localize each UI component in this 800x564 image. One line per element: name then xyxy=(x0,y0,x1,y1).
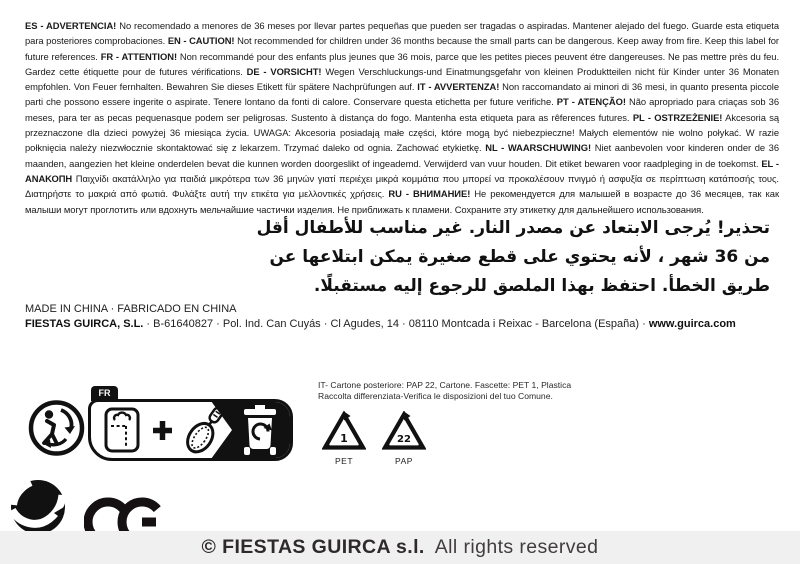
lang-text-fr: Non recommandé pour des enfants plus jeunes que 36 mois, parce que les petites pieces peuvent étre dangereuses. Ne pas mettre près du feu. Gardez cette étiquette pour de futures vérifications. xyxy=(25,50,780,77)
lang-text-es: No recomendado a menores de 36 meses por llevar partes pequeñas que pueden ser tragadas o aspiradas. Mantener alejado del fuego. Guarde esta etiqueta para posteriores comprobaciones. xyxy=(25,20,779,47)
multilingual-warning-paragraph xyxy=(25,18,779,217)
recycle-code-pet xyxy=(320,411,368,466)
lang-text-en: Not recommended for children under 36 months because the small parts can be dangerous. Keep away from fire. Keep this label for future references. xyxy=(25,35,779,62)
footer-band xyxy=(0,531,800,564)
lang-tag-it: IT - AVVERTENZA! xyxy=(417,81,500,93)
rights-text: All rights reserved xyxy=(434,536,599,558)
lang-tag-pl: PL - OSTRZEŻENIE! xyxy=(632,111,723,123)
lang-tag-es: ES - ADVERTENCIA! xyxy=(25,20,117,31)
code-number-pet: 1 xyxy=(340,432,348,445)
green-dot-icon xyxy=(10,479,66,535)
recycle-code-pap xyxy=(380,411,428,466)
company-website: www.guirca.com xyxy=(648,318,736,330)
code-label-pet: PET xyxy=(334,456,354,466)
triman-icon xyxy=(28,399,85,457)
lang-text-ru: Не рекомендуется для малышей в возрасте до 36 месяцев, так как малыши могут проглотить или вдохнуть мельчайшие частички изделия. Не приближать к пламени. Сохраните эту этикетку для дальнейшего использования. xyxy=(25,188,779,215)
lang-tag-el: EL - ΑΝΑΚΟΠΗ xyxy=(25,157,780,184)
lang-text-nl: Niet aanbevolen voor kinderen onder de 36 maanden, aangezien het kleine onderdelen bevat die kunnen worden doorgeslikt of ingeademd. Verwijderd van vuur houden. Dit etiket bewaren voor raadpleging in de toekomst. xyxy=(25,142,780,169)
recycle-triangle-icon xyxy=(382,411,426,451)
recycling-bin-icon xyxy=(244,405,276,455)
lang-tag-fr: FR - ATTENTION! xyxy=(100,50,178,62)
it-recycling-note-line2: Raccolta differenziata-Verifica le disposizioni del tuo Comune. xyxy=(318,391,553,401)
it-recycling-note xyxy=(318,380,571,402)
lang-text-el: Παιχνίδι ακατάλληλο για παιδιά μικρότερα των 36 μηνών γιατί περιέχει μικρά κομμάτια που μπορεί να προκαλέσουν πνιγμό ή ασφυξία σε περίπτωση κατάποσής τους. Διατηρήστε το μακριά από φωτιά. Φυλάξτε αυτή την ετικέτα για μελλοντικές χρήσεις. xyxy=(25,172,779,200)
lang-text-pl: Akcesoria są przeznaczone dla dzieci powyżej 36 miesiąca życia. UWAGA: Akcesoria posiadają małe części, które mogą być niebezpieczne! Małych elementów nie wolno połykać. W razie połknięcia należy niezwłocznie skontaktować się z lekarzem. Trzymać daleko od ognia. Zachować etykietkę. xyxy=(25,111,779,154)
copyright-text: © FIESTAS GUIRCA s.l. xyxy=(201,536,425,558)
sorting-instruction-box xyxy=(88,399,293,461)
company-details: · B-61640827 · Pol. Ind. Can Cuyás · Cl Agudes, 14 · 08110 Montcada i Reixac - Barcelona (España) · xyxy=(143,318,649,330)
fr-country-tag: FR xyxy=(91,386,118,401)
lang-tag-pt: PT - ATENÇÃO! xyxy=(556,96,626,108)
lang-text-de: Wegen Verschluckungs-und Einatmungsgefahr von kleinen Produktteilen nicht für Kinder unter 36 Monaten empfohlen. Von Feuer fernhalten. Bewahren Sie dieses Etikett für spätere Nachprüfungen auf. xyxy=(25,65,779,93)
lang-tag-ru: RU - ВНИМАНИЕ! xyxy=(388,188,471,200)
company-line xyxy=(25,318,736,330)
disposal-arrow xyxy=(211,401,291,459)
arabic-warning-text: تحذير! يُرجى الابتعاد عن مصدر النار. غير مناسب للأطفال أقل من 36 شهر ، لأنه يحتوي على قطع صغيرة يمكن ابتلاعها عن طريق الخطأ. احتفظ بهذا الملصق للرجوع إليه مستقبلًا. xyxy=(256,218,770,296)
lang-tag-en: EN - CAUTION! xyxy=(167,35,235,47)
plus-icon xyxy=(152,420,173,441)
lang-tag-nl: NL - WAARSCHUWING! xyxy=(485,142,592,154)
lang-tag-de: DE - VORSICHT! xyxy=(246,65,322,77)
origin-line: MADE IN CHINA · FABRICADO EN CHINA xyxy=(25,303,237,315)
it-recycling-note-line1: IT- Cartone posteriore: PAP 22, Cartone. Fascette: PET 1, Plastica xyxy=(318,380,572,390)
fr-sorting-instructions xyxy=(28,386,308,471)
blister-card-icon xyxy=(104,407,140,453)
code-number-pap: 22 xyxy=(397,434,411,445)
lang-text-pt: Não apropriado para criaças sob 36 meses, para ter as pecas pequenasque podem ser peligrosas. Sustento à distança do fogo. Mantenha esta etiqueta para as rêferences futures. xyxy=(25,96,780,123)
code-label-pap: PAP xyxy=(395,456,413,466)
recycle-triangle-icon xyxy=(322,411,366,451)
company-name: FIESTAS GUIRCA, S.L. xyxy=(25,318,144,330)
material-codes xyxy=(320,411,428,466)
lang-text-it: Non raccomandato ai minori di 36 mesi, in quanto presenta piccole parti che possono essere ingerite o aspirate. Tenere lontano da fonti di calore. Conservare questa etichetta per future verifiche. xyxy=(25,81,779,108)
